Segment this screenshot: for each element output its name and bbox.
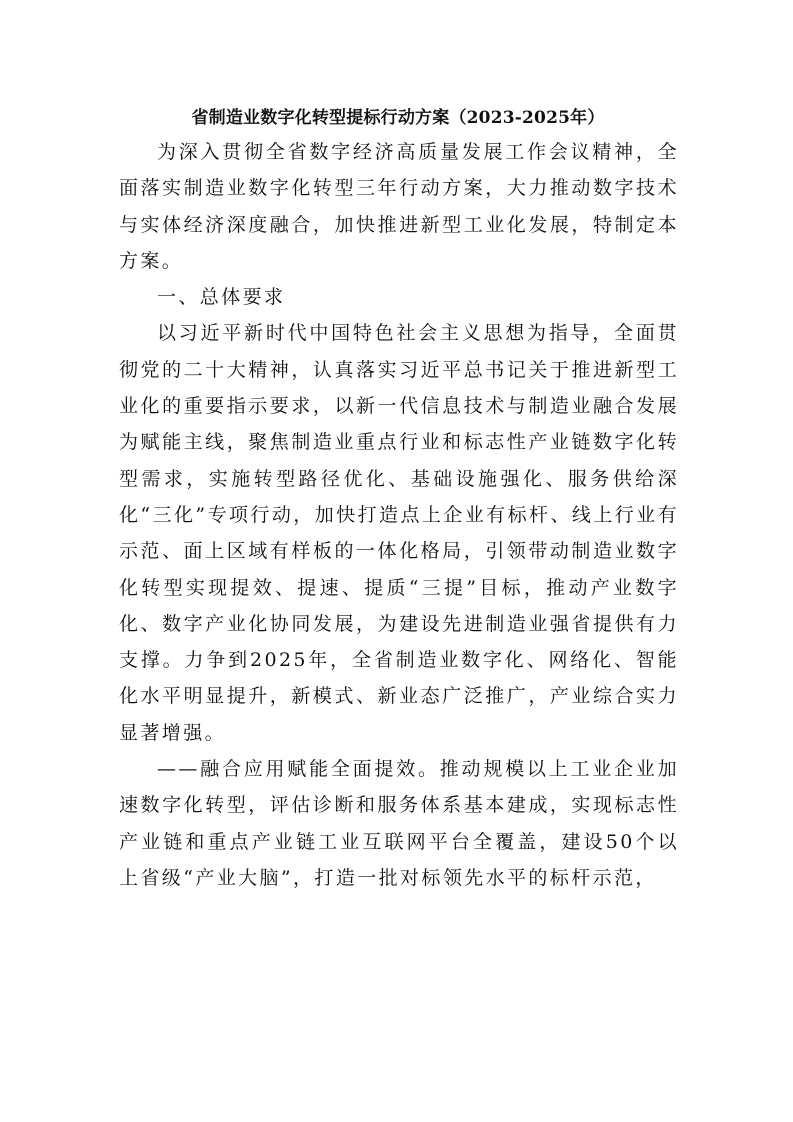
integration-goal-paragraph: ——融合应用赋能全面提效。推动规模以上工业企业加速数字化转型，评估诊断和服务体系基本建成，实现标志性产业链和重点产业链工业互联网平台全覆盖，建设50个以上省级“产业大脑”，打造一批对标领先水平的标杆示范，	[119, 758, 679, 889]
section-heading-general-requirements: 一、总体要求	[157, 286, 286, 309]
intro-paragraph: 为深入贯彻全省数字经济高质量发展工作会议精神，全面落实制造业数字化转型三年行动方案，大力推动数字技术与实体经济深度融合，加快推进新型工业化发展，特制定本方案。	[119, 141, 679, 272]
guiding-principle-paragraph: 以习近平新时代中国特色社会主义思想为指导，全面贯彻党的二十大精神，认真落实习近平总书记关于推进新型工业化的重要指示要求，以新一代信息技术与制造业融合发展为赋能主线，聚焦制造业重点行业和标志性产业链数字化转型需求，实施转型路径优化、基础设施强化、服务供给深化“三化”专项行动，加快打造点上企业有标杆、线上行业有示范、面上区域有样板的一体化格局，引领带动制造业数字化转型实现提效、提速、提质“三提”目标，推动产业数字化、数字产业化协同发展，为建设先进制造业强省提供有力支撑。力争到2025年，全省制造业数字化、网络化、智能化水平明显提升，新模式、新业态广泛推广，产业综合实力显著增强。	[119, 322, 679, 744]
document-title: 省制造业数字化转型提标行动方案（2023-2025年）	[191, 108, 605, 128]
document-body	[119, 134, 679, 896]
